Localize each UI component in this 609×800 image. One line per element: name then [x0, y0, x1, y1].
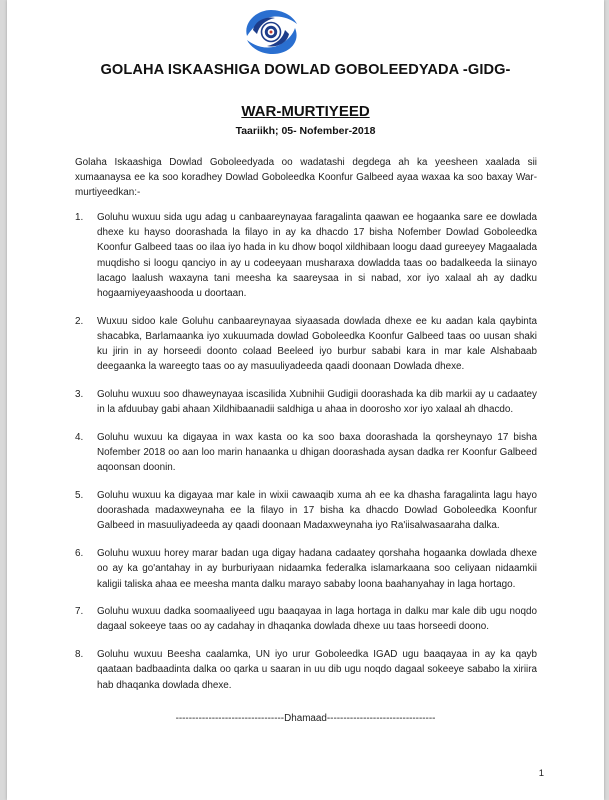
item-number: 3. [75, 389, 84, 401]
item-text: Goluhu wuxuu ka digayaa in wax kasta oo ka soo baxa doorashada la qorsheynayo 17 bisha Nofember 2018 oo aan loo marin hanaanka u dhigan doorashada aysan dadka rer Koonfur Galbeed aqoonsan doonin. [97, 431, 537, 474]
item-number: 6. [75, 548, 84, 560]
gidg-logo [235, 6, 307, 58]
page-number: 1 [538, 768, 544, 779]
list-item [75, 387, 537, 417]
resolution-list [75, 210, 537, 705]
item-text: Goluhu wuxuu sida ugu adag u canbaareynayaa faragalinta qaawan ee hogaanka sare ee dowlada dhexe ku hayso doorashada la filayo in ay ka dhacdo 17 bisha Nofember Dowlad Goboleedka Koonfur Galbeed taas oo ilaa iyo hada in ku dhow boqol xildhibaan loogu daad gureeyey Magaalada muqdisho si loogu qanciyo in ay u codeeyaan musharaxa dowladda taas oo badalkeeda la siinayo lacago laalush waxayna tani meesha ka saareysaa in si nabad, xor iyo xalaal ah ay dadku hogaamiyeyaashooda u doortaan. [97, 212, 537, 300]
item-number: 8. [75, 649, 84, 661]
list-item [75, 210, 537, 301]
item-text: Wuxuu sidoo kale Goluhu canbaareynayaa siyaasada dowlada dhexe ee ku aadan kala qaybinta shacabka, Barlamaanka iyo xukuumada dowlad Goboleedka Koonfur Galbeed taas oo uusan shaki ku jirin in ay horseedi doonto colaad Beeleed iyo burbur sababi kara in mar kale Alshabaab deegaanka la wareegto taas oo ay masuuliyadeeda qaadi doonaan Dowlada dhexe. [97, 315, 537, 373]
item-text: Goluhu wuxuu horey marar badan uga digay hadana cadaatey qorshaha hogaanka dowlada dhexe oo ay ka go'antahay in ay burburiyaan nidaamka federalka islamarkaana soo celiyaan nidaamkii kaligii taliska ahaa ee meesha manta dalku marayo sababy loona baahanyahay in laga hortago. [97, 548, 537, 590]
document-date: Taariikh; 05- Nofember-2018 [235, 125, 376, 137]
intro-paragraph: Golaha Iskaashiga Dowlad Goboleedyada oo wadatashi degdega ah ka yeesheen xaalada sii xumaanaysa ee ka soo koradhey Dowlad Goboleedka Koonfur Galbeed ayaa waxaa ka soo baxay War-murtiyeedkan:- [75, 157, 537, 199]
item-text: Goluhu wuxuu dadka soomaaliyeed ugu baaqayaa in laga hortaga in dalku mar kale dib ugu noqdo dagaal sokeeye taas oo ay cadahay in dhaqanka dowlada dhexe uu taas horseedi doono. [97, 606, 537, 633]
list-item [75, 647, 537, 693]
item-number: 5. [75, 490, 84, 502]
item-text: Goluhu wuxuu soo dhaweynayaa iscasilida Xubnihii Gudigii doorashada ka dib markii ay u cadaatey in la afduubay gabi ahaan Xildhibaanadii saldhiga u ahaa in doorosho xor iyo xalaal ah dhacdo. [97, 389, 537, 416]
list-item [75, 546, 537, 592]
list-item [75, 314, 537, 375]
item-number: 4. [75, 431, 84, 443]
document-title: WAR-MURTIYEED [241, 103, 370, 120]
organization-title: GOLAHA ISKAASHIGA DOWLAD GOBOLEEDYADA -GIDG- [100, 62, 511, 78]
item-number: 2. [75, 315, 84, 327]
item-number: 1. [75, 212, 84, 223]
item-text: Goluhu wuxuu Beesha caalamka, UN iyo urur Goboleedka IGAD ugu baaqayaa in ay ka qayb qaataan badbaadinta dalka oo qarka u saaran in uu dib ugu noqdo dagaal sokeeye sababo la xiriira hab dhaqanka dowlada dhexe. [97, 649, 537, 691]
document-page [7, 0, 604, 800]
item-number: 7. [75, 606, 84, 618]
list-item [75, 488, 537, 534]
item-text: Goluhu wuxuu ka digayaa mar kale in wixii cawaaqib xuma ah ee ka dhasha faragalinta lagu hayo doorashada madaxweynaha ee la filayo in 17 bisha ka dhacdo Dowlad Goboleedka Koonfur Galbeed in masuuliyadeeda ay qaadi doonaan Madaxweynaha iyo Ra'iisalwasaaraha dalka. [97, 490, 537, 532]
end-marker: ---------------------------------Dhamaad--------------------------------- [175, 713, 436, 724]
list-item [75, 430, 537, 476]
list-item [75, 604, 537, 634]
